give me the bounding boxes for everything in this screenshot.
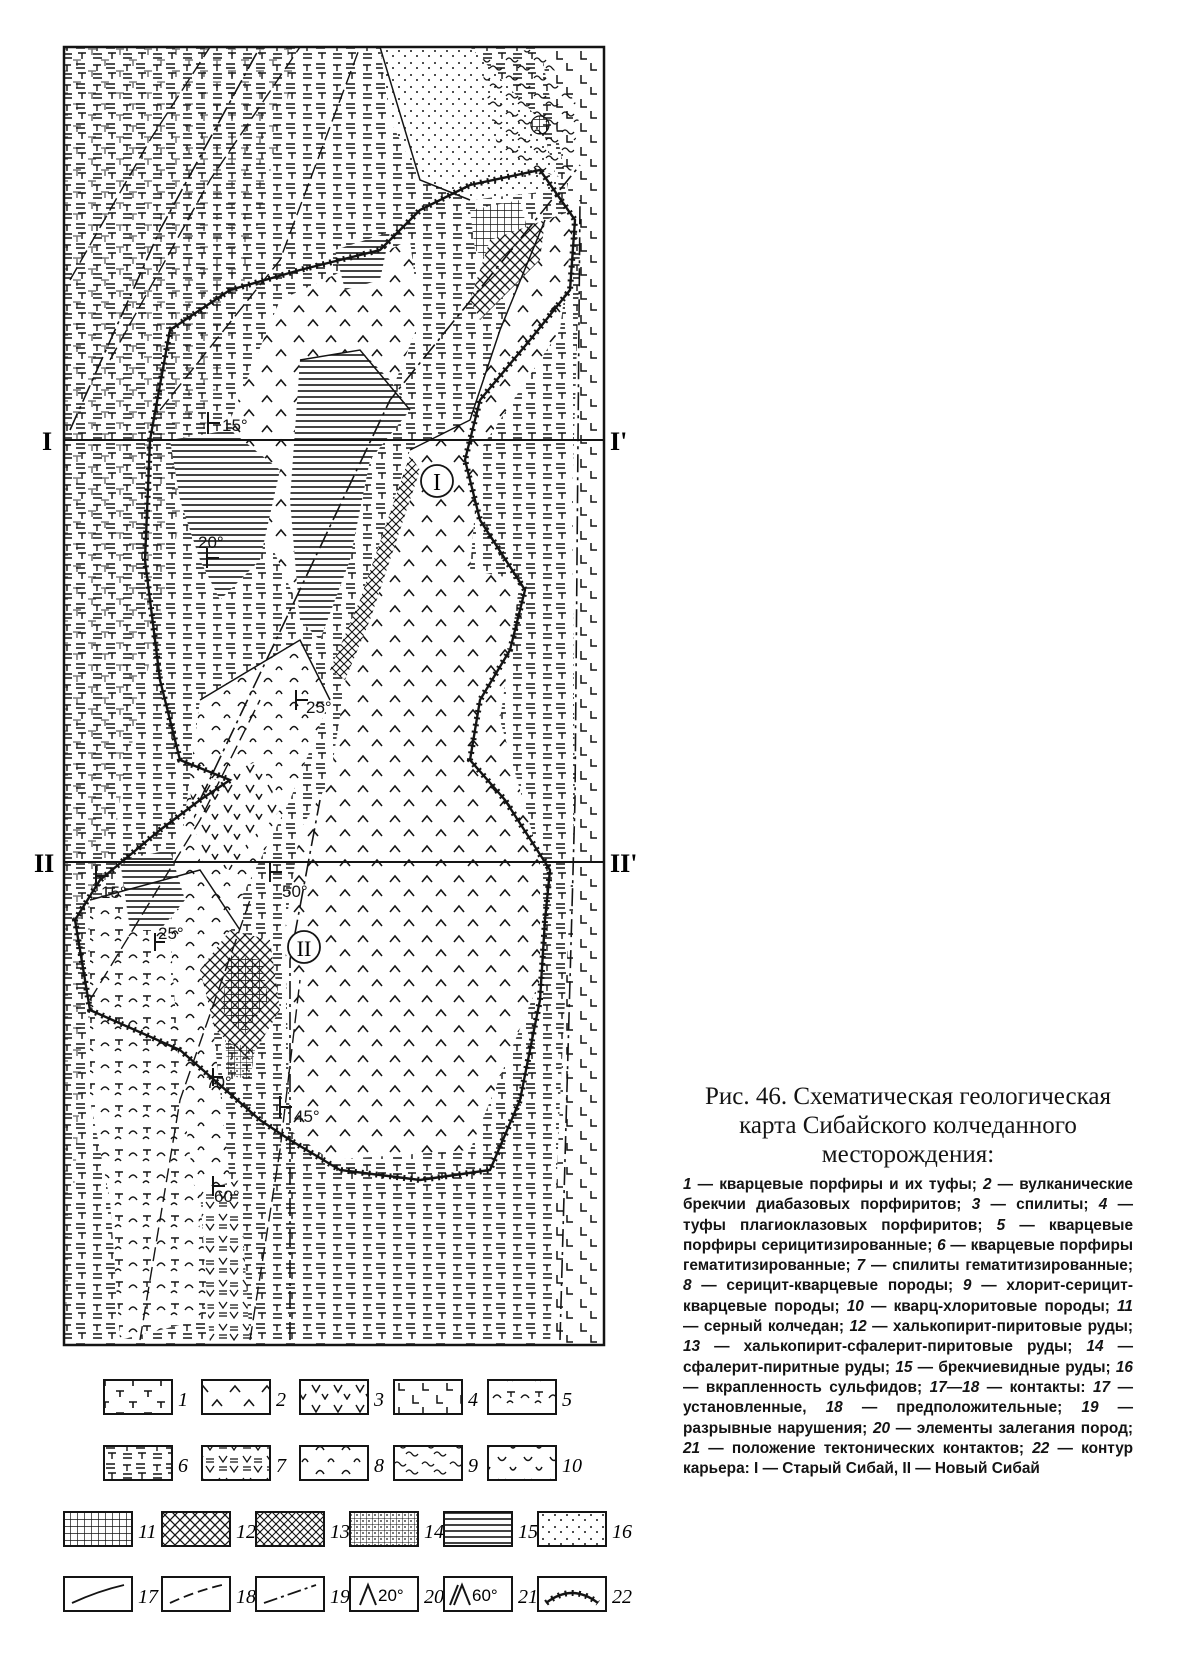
legend-text-item: установленные,: [683, 1399, 807, 1417]
pit-label-II: II: [296, 936, 312, 961]
legend-number: 22: [612, 1586, 632, 1608]
legend-swatch: [394, 1446, 462, 1480]
legend-swatch: [202, 1380, 270, 1414]
dip-label: 15°: [222, 416, 248, 435]
legend-swatch: [300, 1380, 368, 1414]
legend-swatch: [202, 1446, 270, 1480]
legend-text-item: кварц-хлоритовые породы;: [893, 1297, 1110, 1315]
legend-text-number: 12: [849, 1318, 867, 1336]
legend-text-item: хлорит-серицит-кварцевые породы;: [683, 1277, 1133, 1315]
legend-swatch: [488, 1380, 556, 1414]
dip-label: 60°: [214, 1187, 240, 1206]
legend-text-number: 15: [895, 1358, 913, 1376]
legend-text-item: спилиты;: [1016, 1196, 1089, 1214]
legend-number: 10: [562, 1455, 582, 1477]
section-label-I-right: I': [610, 427, 628, 456]
legend-text-item: элементы залегания пород;: [916, 1419, 1134, 1437]
legend-item-16: [538, 1512, 632, 1546]
legend-number: 17: [138, 1586, 158, 1608]
legend-number: 8: [374, 1455, 384, 1477]
legend-number: 3: [374, 1389, 384, 1411]
figure-caption: [683, 1082, 1133, 1479]
legend: [64, 1380, 632, 1611]
legend-swatch: [538, 1512, 606, 1546]
legend-text-number: 8: [683, 1277, 692, 1295]
legend-item-8: [300, 1446, 384, 1480]
legend-text-item: брекчиевидные руды;: [938, 1358, 1111, 1376]
legend-swatch: [256, 1512, 324, 1546]
legend-item-3: [300, 1380, 384, 1414]
legend-item-13: [256, 1512, 350, 1546]
legend-swatch: [162, 1577, 230, 1611]
legend-text-number: 21: [683, 1439, 701, 1457]
legend-item-15: [444, 1512, 538, 1546]
legend-number: 19: [330, 1586, 350, 1608]
legend-item-20: [350, 1577, 444, 1611]
legend-text-number: 17—18: [929, 1378, 980, 1396]
legend-item-14: [350, 1512, 444, 1546]
legend-item-9: [394, 1446, 478, 1480]
legend-text-number: 19: [1081, 1399, 1099, 1417]
legend-text-item: сфалерит-пиритные руды;: [683, 1358, 891, 1376]
dip-label: 70°: [206, 1073, 232, 1092]
legend-text-item: контакты:: [1009, 1378, 1086, 1396]
legend-swatch: [104, 1446, 172, 1480]
legend-text-number: 14: [1086, 1338, 1104, 1356]
legend-item-11: [64, 1512, 157, 1546]
legend-explanation: 1 — кварцевые порфиры и их туфы; 2 — вулканические брекчии диабазовых порфиритов; 3 — спилиты; 4 — туфы плагиоклазовых порфиритов; 5 — кварцевые порфиры серицитизированные; 6 — кварцевые порфиры гематитизированные; 7 — спилиты гематитизированные; 8 — серицит-кварцевые породы; 9 — хлорит-серицит-кварцевые породы; 10 — кварц-хлоритовые породы; 11 — серный колчедан; 12 — халькопирит-пиритовые руды; 13 — халькопирит-сфалерит-пиритовые руды; 14 — сфалерит-пиритные руды; 15 — брекчиевидные руды; 16 — вкрапленность сульфидов; 17—18 — контакты: 17 — установленные, 18 — предположительные; 19 — разрывные нарушения; 20 — элементы залегания пород; 21 — положение тектонических контактов; 22 — контур карьера: I — Старый Сибай, II — Новый Сибай: [683, 1176, 1134, 1478]
legend-text-item: халькопирит-пиритовые руды;: [893, 1318, 1134, 1336]
legend-swatch: [488, 1446, 556, 1480]
legend-number: 15: [518, 1521, 538, 1543]
legend-number: 2: [276, 1389, 286, 1411]
dip-label: 15°: [101, 883, 127, 902]
legend-number: 5: [562, 1389, 572, 1411]
legend-swatch: [350, 1512, 418, 1546]
legend-item-19: [256, 1577, 350, 1611]
legend-text-item: кварцевые порфиры серицитизированные;: [683, 1216, 1133, 1254]
legend-item-22: [538, 1577, 632, 1611]
dip-label: 20°: [198, 533, 224, 552]
map-body: [64, 47, 604, 1345]
legend-item-2: [202, 1380, 286, 1414]
legend-symbol-label: 60°: [472, 1586, 498, 1605]
legend-number: 4: [468, 1389, 478, 1411]
legend-text-item: вкрапленность сульфидов;: [705, 1378, 923, 1396]
legend-text-number: 11: [1117, 1297, 1133, 1315]
legend-item-1: [104, 1380, 188, 1414]
legend-text-number: 13: [683, 1338, 701, 1356]
legend-item-4: [394, 1380, 478, 1414]
figure-title: Рис. 46. Схематическая геологическая карта Сибайского колчеданного месторождения:: [705, 1083, 1111, 1168]
legend-text-number: 3: [971, 1196, 981, 1214]
dip-label: 25°: [158, 924, 184, 943]
legend-text-item: туфы плагиоклазовых порфиритов;: [683, 1216, 983, 1234]
legend-number: 1: [178, 1389, 188, 1411]
legend-text-number: 17: [1092, 1378, 1111, 1396]
legend-swatch: [162, 1512, 230, 1546]
legend-text-item: кварцевые порфиры гематитизированные;: [683, 1236, 1133, 1275]
legend-text-number: 9: [962, 1277, 972, 1295]
legend-text-number: 7: [856, 1257, 866, 1275]
legend-number: 7: [276, 1455, 286, 1477]
dip-label: 25°: [306, 698, 332, 717]
legend-swatch: [104, 1380, 172, 1414]
legend-swatch: [444, 1512, 512, 1546]
legend-text-number: 1: [683, 1176, 692, 1193]
legend-swatch: [394, 1380, 462, 1414]
section-label-II-right: II': [610, 849, 638, 878]
legend-text-number: 10: [846, 1297, 864, 1315]
dip-label: 50°: [282, 882, 308, 901]
section-label-I-left: I: [42, 427, 53, 456]
legend-number: 18: [236, 1586, 256, 1608]
legend-item-7: [202, 1446, 287, 1480]
legend-number: 12: [236, 1521, 256, 1543]
section-label-II-left: II: [34, 849, 55, 878]
legend-number: 13: [330, 1521, 350, 1543]
legend-text-number: 16: [1115, 1358, 1133, 1376]
legend-text-item: контур карьера: I — Старый Сибай, II — Новый Сибай: [683, 1439, 1133, 1478]
legend-number: 20: [424, 1586, 444, 1608]
legend-text-item: предположительные;: [896, 1399, 1063, 1417]
legend-text-number: 2: [982, 1176, 992, 1193]
legend-text-item: разрывные нарушения;: [683, 1419, 868, 1437]
legend-item-12: [162, 1512, 256, 1546]
legend-number: 11: [138, 1521, 157, 1543]
legend-text-number: 18: [825, 1399, 843, 1417]
legend-swatch: [64, 1512, 132, 1546]
legend-item-17: [64, 1577, 159, 1611]
ore-11-spot: [531, 116, 549, 134]
legend-number: 9: [468, 1455, 478, 1477]
legend-text-item: кварцевые порфиры и их туфы;: [719, 1176, 977, 1193]
legend-text-number: 5: [996, 1216, 1006, 1234]
pit-label-I: I: [433, 470, 441, 496]
legend-item-6: [104, 1446, 188, 1480]
legend-item-10: [488, 1446, 582, 1480]
legend-number: 16: [612, 1521, 632, 1543]
legend-text-item: положение тектонических контактов;: [731, 1439, 1025, 1457]
legend-item-21: [444, 1577, 538, 1611]
legend-swatch: [64, 1577, 132, 1611]
legend-number: 21: [518, 1586, 538, 1608]
legend-number: 6: [178, 1455, 188, 1477]
legend-text-number: 6: [937, 1236, 946, 1254]
dip-label: 45°: [294, 1107, 320, 1126]
legend-swatch: [300, 1446, 368, 1480]
legend-text-number: 4: [1098, 1196, 1108, 1214]
legend-text-number: 20: [872, 1419, 891, 1437]
legend-item-5: [488, 1380, 572, 1414]
legend-text-item: серный колчедан;: [703, 1318, 844, 1336]
legend-text-item: спилиты гематитизированные;: [892, 1257, 1133, 1275]
legend-text-item: халькопирит-сфалерит-пиритовые руды;: [743, 1338, 1073, 1356]
legend-number: 14: [424, 1521, 444, 1543]
legend-item-18: [162, 1577, 256, 1611]
legend-symbol-label: 20°: [378, 1586, 404, 1605]
legend-text-item: вулканические брекчии диабазовых порфиритов;: [683, 1176, 1133, 1214]
legend-text-item: серицит-кварцевые породы;: [726, 1277, 954, 1295]
legend-text-number: 22: [1032, 1439, 1050, 1457]
